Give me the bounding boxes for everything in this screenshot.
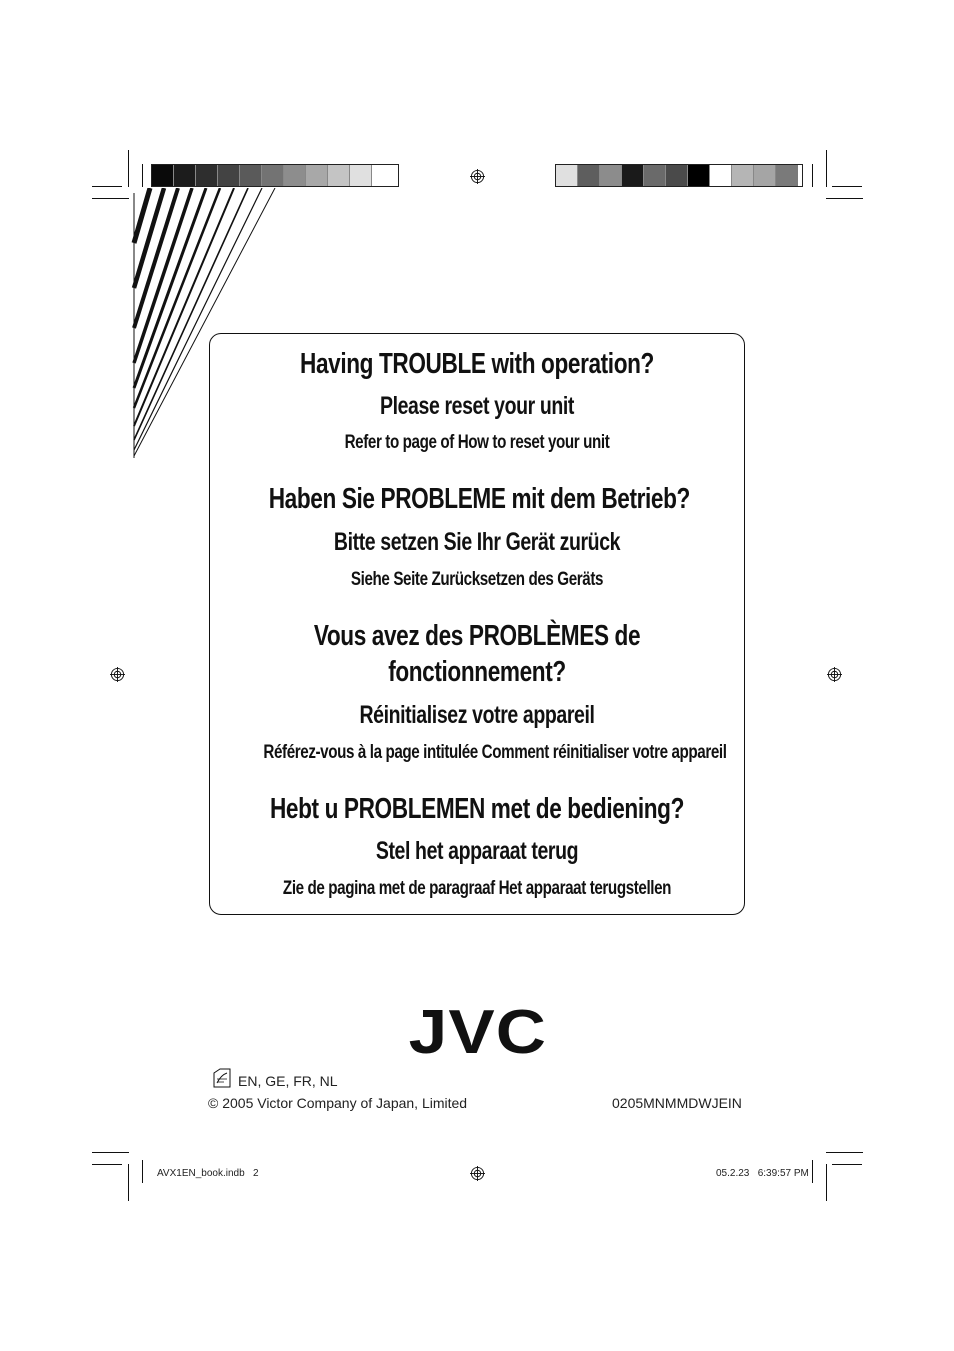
crop-mark — [812, 164, 813, 187]
jvc-logo-text: JVC — [408, 998, 547, 1067]
color-swatch — [284, 165, 306, 186]
product-code-label: 0205MNMMDWJEIN — [612, 1095, 742, 1111]
color-swatch — [306, 165, 328, 186]
section-detail: Zie de pagina met de paragraaf Het apparaat terugstellen — [282, 878, 672, 899]
crop-mark — [832, 186, 862, 187]
color-swatch — [710, 165, 732, 186]
crop-mark — [826, 1164, 827, 1201]
color-swatch — [776, 165, 798, 186]
slug-timestamp: 05.2.23 6:39:57 PM — [716, 1168, 809, 1179]
crop-mark — [128, 1164, 129, 1201]
crop-mark — [92, 1164, 122, 1165]
section-heading-line2: fonctionnement? — [388, 656, 566, 688]
section-heading: Vous avez des PROBLÈMES de — [313, 620, 641, 652]
registration-mark-icon — [470, 169, 485, 184]
registration-mark-icon — [827, 667, 842, 682]
section-heading: Haben Sie PROBLEME mit dem Betrieb? — [268, 483, 690, 515]
section-detail: Référez-vous à la page intitulée Comment réinitialiser votre appareil — [263, 742, 727, 763]
section-subheading: Please reset your unit — [379, 392, 575, 420]
color-swatch — [732, 165, 754, 186]
color-swatch — [622, 165, 644, 186]
color-bar-right — [555, 164, 803, 187]
crop-mark — [142, 164, 143, 187]
color-swatch — [372, 165, 394, 186]
printed-paper-icon — [211, 1067, 233, 1089]
color-swatch — [600, 165, 622, 186]
jvc-logo — [405, 998, 550, 1067]
registration-mark-icon — [110, 667, 125, 682]
section-subheading: Réinitialisez votre appareil — [359, 701, 595, 729]
crop-mark — [826, 1152, 863, 1153]
copyright-label: © 2005 Victor Company of Japan, Limited — [208, 1095, 468, 1111]
crop-mark — [832, 1164, 862, 1165]
color-swatch — [350, 165, 372, 186]
color-swatch — [688, 165, 710, 186]
crop-mark — [92, 1152, 129, 1153]
color-swatch — [754, 165, 776, 186]
color-swatch — [152, 165, 174, 186]
crop-mark — [812, 1160, 813, 1183]
languages-label: EN, GE, FR, NL — [238, 1073, 338, 1089]
crop-mark — [92, 186, 122, 187]
section-subheading: Bitte setzen Sie Ihr Gerät zurück — [333, 528, 621, 556]
color-swatch — [666, 165, 688, 186]
registration-mark-icon — [470, 1166, 485, 1181]
trouble-notice-box — [209, 333, 745, 915]
section-heading: Hebt u PROBLEMEN met de bediening? — [269, 793, 685, 825]
crop-mark — [826, 198, 863, 199]
crop-mark — [142, 1160, 143, 1183]
color-swatch — [240, 165, 262, 186]
color-bar-left — [151, 164, 399, 187]
color-swatch — [556, 165, 578, 186]
section-detail: Refer to page of How to reset your unit — [344, 432, 610, 453]
color-swatch — [218, 165, 240, 186]
slug-filename: AVX1EN_book.indb 2 — [157, 1168, 259, 1179]
color-swatch — [578, 165, 600, 186]
color-swatch — [196, 165, 218, 186]
section-detail: Siehe Seite Zurücksetzen des Geräts — [350, 569, 604, 590]
section-subheading: Stel het apparaat terug — [375, 837, 579, 865]
color-swatch — [328, 165, 350, 186]
crop-mark — [826, 150, 827, 187]
color-swatch — [644, 165, 666, 186]
crop-mark — [128, 150, 129, 187]
color-swatch — [262, 165, 284, 186]
section-heading: Having TROUBLE with operation? — [300, 348, 654, 380]
crop-mark — [92, 198, 129, 199]
color-swatch — [174, 165, 196, 186]
